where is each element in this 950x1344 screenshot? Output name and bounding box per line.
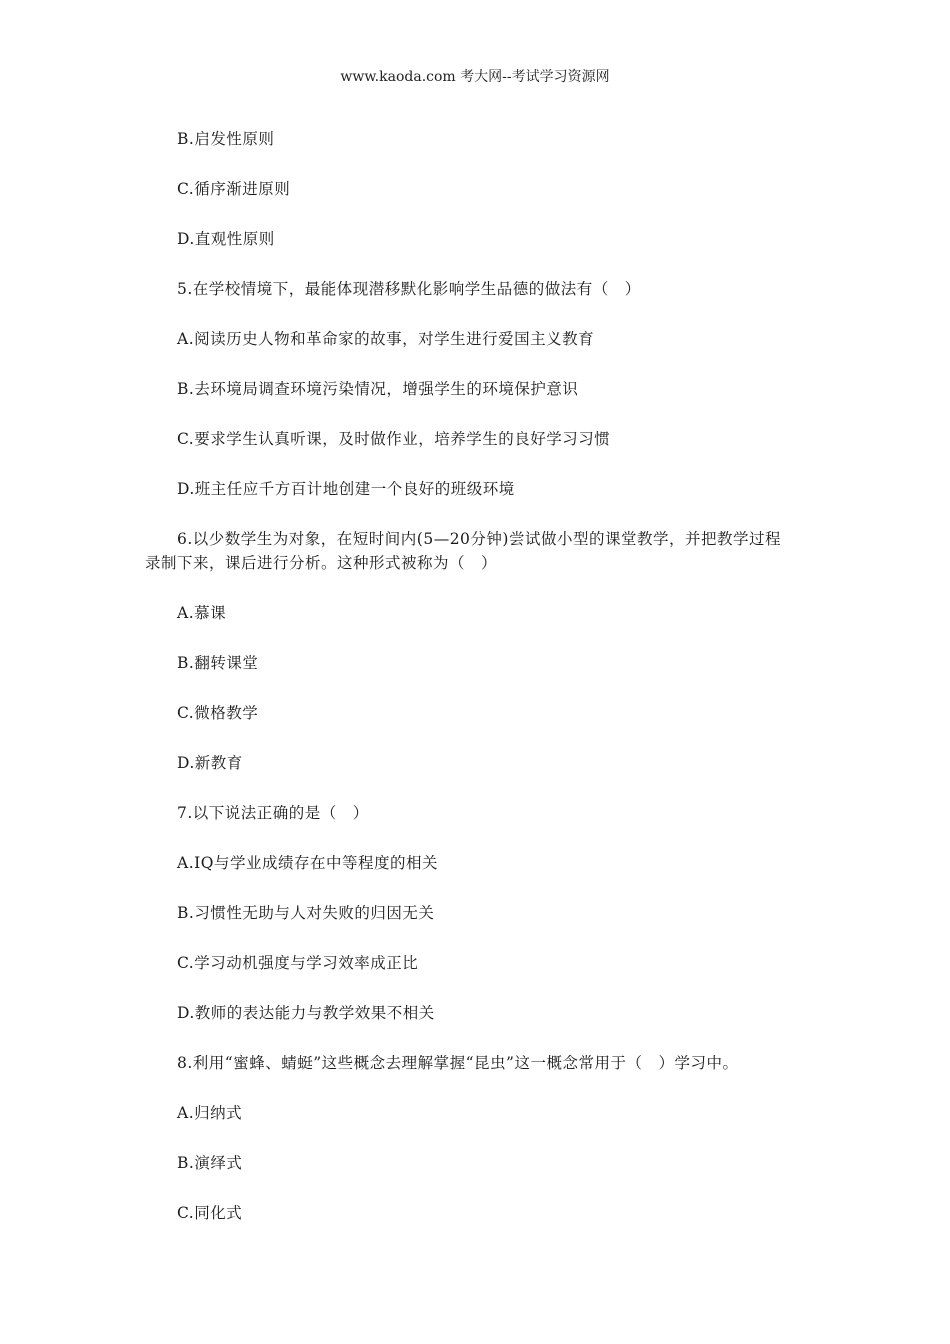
q5-option-d: D.班主任应千方百计地创建一个良好的班级环境 bbox=[177, 480, 515, 498]
q7-option-a: A.IQ与学业成绩存在中等程度的相关 bbox=[177, 854, 438, 872]
q7-option-c: C.学习动机强度与学习效率成正比 bbox=[177, 954, 419, 972]
question-6-line-2: 录制下来，课后进行分析。这种形式被称为（ ） bbox=[145, 554, 498, 572]
option-d-intuitive: D.直观性原则 bbox=[177, 230, 275, 248]
q7-option-d: D.教师的表达能力与教学效果不相关 bbox=[177, 1004, 435, 1022]
q6-option-b: B.翻转课堂 bbox=[177, 654, 259, 672]
q8-option-a: A.归纳式 bbox=[177, 1104, 243, 1122]
q6-option-d: D.新教育 bbox=[177, 754, 243, 772]
q7-option-b: B.习惯性无助与人对失败的归因无关 bbox=[177, 904, 435, 922]
question-7: 7.以下说法正确的是（ ） bbox=[177, 804, 369, 822]
page-header: www.kaoda.com 考大网--考试学习资源网 bbox=[340, 69, 610, 85]
question-8: 8.利用“蜜蜂、蜻蜓”这些概念去理解掌握“昆虫”这一概念常用于（ ）学习中。 bbox=[177, 1054, 739, 1072]
q8-option-b: B.演绎式 bbox=[177, 1154, 243, 1172]
q6-option-c: C.微格教学 bbox=[177, 704, 259, 722]
q5-option-c: C.要求学生认真听课，及时做作业，培养学生的良好学习习惯 bbox=[177, 430, 611, 448]
option-c-gradual: C.循序渐进原则 bbox=[177, 180, 291, 198]
q5-option-b: B.去环境局调查环境污染情况，增强学生的环境保护意识 bbox=[177, 380, 579, 398]
option-b-heuristic: B.启发性原则 bbox=[177, 130, 275, 148]
q8-option-c: C.同化式 bbox=[177, 1204, 243, 1222]
question-6-line-1: 6.以少数学生为对象，在短时间内(5—20分钟)尝试做小型的课堂教学，并把教学过程 bbox=[177, 530, 781, 548]
question-5: 5.在学校情境下，最能体现潜移默化影响学生品德的做法有（ ） bbox=[177, 280, 641, 298]
q5-option-a: A.阅读历史人物和革命家的故事，对学生进行爱国主义教育 bbox=[177, 330, 595, 348]
q6-option-a: A.慕课 bbox=[177, 604, 227, 622]
